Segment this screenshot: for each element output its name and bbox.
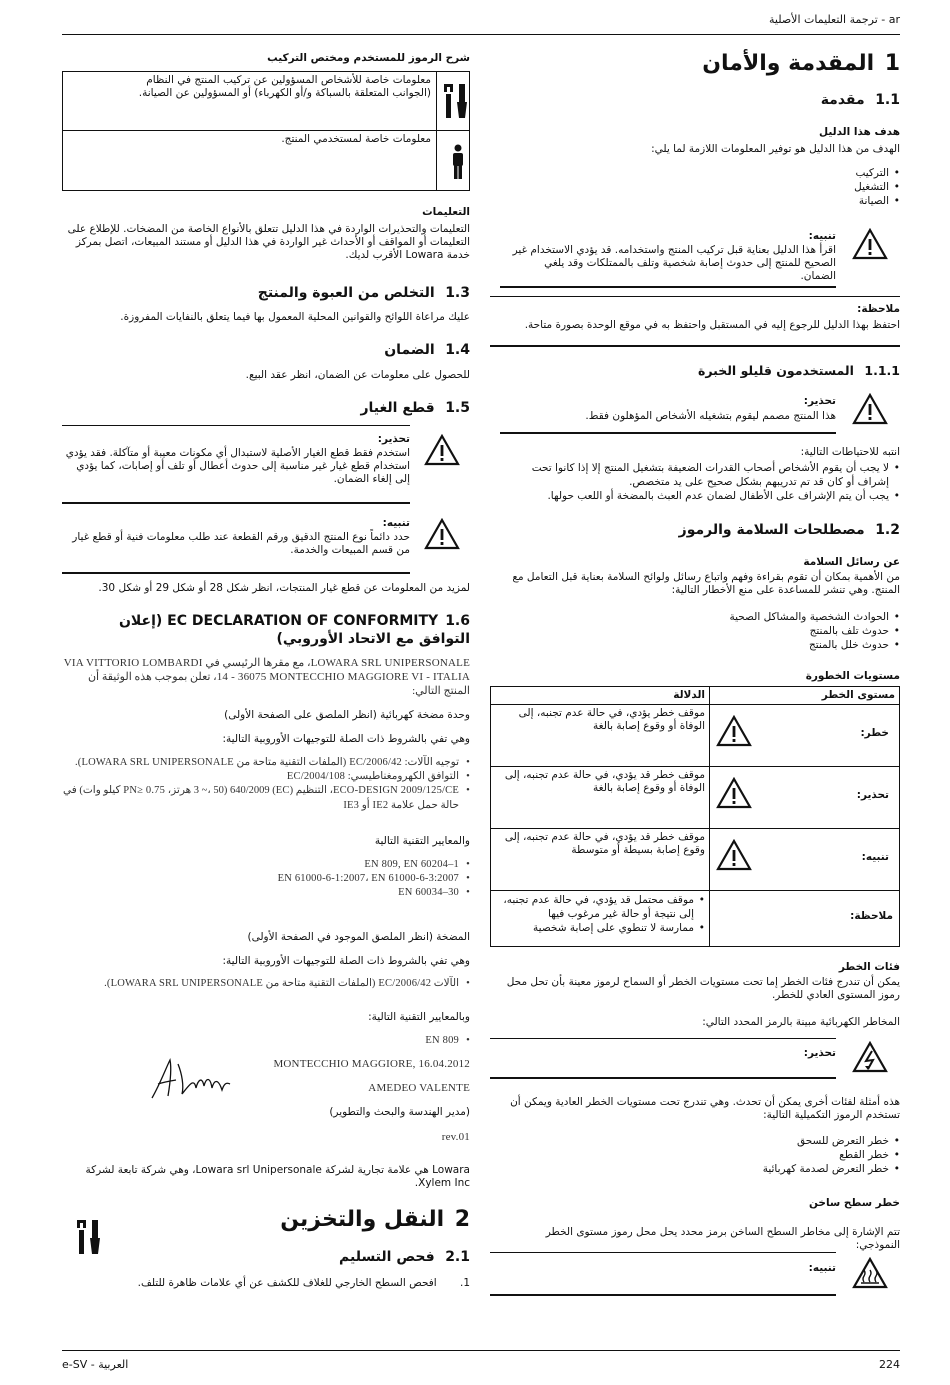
- caution-triangle-icon: [716, 839, 752, 875]
- installer-info-text: معلومات خاصة للأشخاص المسؤولين عن تركيب المنتج في النظام (الجوانب المتعلقة بالسباكة و/أو الكهرباء) أو المسؤولين عن الصيانة.: [138, 74, 431, 100]
- section-1-3-heading: [62, 285, 470, 303]
- section-title: قطع الغيار: [360, 400, 435, 416]
- section-number: 1.6: [445, 613, 470, 629]
- standards-label: والمعايير التقنية التالية: [374, 835, 470, 847]
- hazard-meaning: موقف خطر قد يؤدي، في حالة عدم تجنبه، إلى الوفاة أو وقوع إصابة بالغة: [504, 769, 705, 795]
- step-number: 1.: [459, 1277, 470, 1289]
- list-item: • EN 809, EN 60204–1: [62, 858, 470, 872]
- hazard-meaning-cell: [491, 705, 710, 767]
- hazard-categories-label: فئات الخطر: [838, 961, 900, 973]
- list-item: • الآلات EC/2006/42 (الملفات التقنية متاحة من LOWARA SRL UNIPERSONALE).: [62, 977, 470, 991]
- note-label: ملاحظة:: [857, 303, 900, 315]
- list-item: • خطر التعرض لصدمة كهربائية: [600, 1162, 900, 1176]
- note-meaning-list: [495, 893, 705, 936]
- list-item: • ممارسة لا تنطوي على إصابة شخصية: [495, 921, 705, 935]
- note-rule-top: [490, 296, 900, 297]
- electrical-warning-rule: [490, 1077, 836, 1079]
- caution-rule: [500, 286, 836, 288]
- declaration-directives-2: [62, 977, 470, 991]
- warranty-text: للحصول على معلومات عن الضمان، انظر عقد البيع.: [245, 369, 470, 381]
- section-title: مقدمة: [820, 92, 865, 108]
- caution-triangle-icon: [424, 518, 460, 554]
- section-number: 1.2: [875, 522, 900, 538]
- list-item: • EN 809: [62, 1034, 470, 1048]
- caution-text: حدد دائماً نوع المنتج الدقيق ورقم القطعة عند طلب معلومات فنية أو قطع غيار من قسم المبيعات والخدمة.: [72, 531, 410, 557]
- warning-triangle-icon: [716, 777, 752, 813]
- installer-tools-icon: [443, 82, 469, 124]
- other-categories-text: هذه أمثلة لفئات أخرى يمكن أن تحدث. وهي تندرج تحت مستويات الخطر العادية ويمكن أن تستخدم الرموز التكميلية التالية:: [510, 1096, 900, 1122]
- section-1-6-heading: [62, 613, 470, 648]
- hazard-levels-label: مستويات الخطورة: [805, 670, 900, 682]
- footer-doc: e-SV - العربية: [62, 1358, 129, 1371]
- column-header-meaning: الدلالة: [491, 687, 710, 705]
- section-2-1-heading: [62, 1249, 470, 1267]
- warning-triangle-icon: [852, 393, 888, 429]
- list-item: • خطر القطع: [600, 1148, 900, 1162]
- list-item: • حدوث تلف بالمنتج: [600, 624, 900, 638]
- trademark-note: Lowara هي علامة تجارية لشركة Lowara srl Unipersonale، وهي شركة تابعة لشركة Xylem Inc.: [85, 1164, 470, 1190]
- page-number: 224: [879, 1358, 900, 1371]
- header-title: - ترجمة التعليمات الأصلية: [768, 13, 886, 26]
- section-number: 1.1.1: [864, 363, 900, 378]
- chapter-2-heading: [120, 1206, 470, 1234]
- section-number: 1.3: [445, 285, 470, 301]
- list-item: • يجب أن يتم الإشراف على الأطفال لضمان عدم العبث بالمضخة أو اللعب حولها.: [500, 489, 900, 503]
- list-item: • EN 60034–30: [62, 886, 470, 900]
- electrical-hazard-icon: [852, 1041, 888, 1077]
- signer-role: (مدير الهندسة والبحث والتطوير): [329, 1106, 470, 1118]
- parts-warning-rule: [62, 502, 410, 504]
- hot-surface-label: خطر سطح ساخن: [808, 1197, 900, 1209]
- page-header: [500, 13, 900, 27]
- symbols-legend-label: شرح الرموز للمستخدم ومختص التركيب: [267, 52, 470, 64]
- note-text: احتفظ بهذا الدليل للرجوع إليه في المستقبل واحتفظ به في موقع الوحدة بصورة متاحة.: [524, 319, 900, 331]
- declaration-unit: وحدة مضخة كهربائية (انظر الملصق على الصفحة الأولى): [224, 709, 470, 721]
- section-number: 1.5: [445, 400, 470, 416]
- section-title: EC DECLARATION OF CONFORMITY (إعلان: [118, 613, 439, 629]
- hazard-level-cell: [710, 891, 900, 947]
- list-item: • الحوادث الشخصية والمشاكل الصحية: [600, 610, 900, 624]
- section-title-line-2: التوافق مع الاتحاد الأوروبي): [276, 630, 470, 647]
- hazard-level-label: تحذير:: [856, 788, 889, 801]
- warning-text: هذا المنتج مصمم ليقوم بتشغيله الأشخاص المؤهلون فقط.: [585, 410, 836, 422]
- section-title: فحص التسليم: [339, 1249, 435, 1265]
- symbols-legend-table: [62, 71, 470, 191]
- purpose-text: الهدف من هذا الدليل هو توفير المعلومات اللازمة لما يلي:: [651, 143, 900, 155]
- warning-triangle-icon: [424, 434, 460, 470]
- standards-label-2: وبالمعايير التقنية التالية:: [368, 1011, 470, 1023]
- warning-label: تحذير:: [377, 433, 410, 445]
- caution-triangle-icon: [852, 228, 888, 264]
- hazard-level-label: خطر:: [860, 726, 889, 739]
- standards-list-2: [62, 1034, 470, 1048]
- table-row: [491, 829, 900, 891]
- list-item: • التركيب: [600, 166, 900, 180]
- caution-label: تنبيه:: [808, 230, 836, 242]
- hazard-level-cell: [710, 829, 900, 891]
- table-header-row: [491, 687, 900, 705]
- section-number: 1.1: [875, 92, 900, 108]
- header-rule: [62, 34, 900, 35]
- chapter-title: المقدمة والأمان: [702, 51, 875, 76]
- electrical-hazard-text: المخاطر الكهربائية مبينة بالرمز المحدد التالي:: [702, 1016, 900, 1028]
- other-categories-list: [600, 1134, 900, 1177]
- chapter-number: 2: [454, 1207, 470, 1232]
- section-title: مصطلحات السلامة والرموز: [678, 522, 865, 538]
- signature-image: [148, 1054, 233, 1108]
- disposal-text: عليك مراعاة اللوائح والقوانين المحلية المعمول بها فيما يتعلق بالنفايات المفروزة.: [120, 311, 470, 323]
- inspection-step: [62, 1277, 470, 1290]
- step-text: افحص السطح الخارجي للغلاف للكشف عن أي علامات ظاهرة للتلف.: [137, 1277, 437, 1289]
- section-1-1-1-heading: [500, 363, 900, 379]
- section-title: التخلص من العبوة والمنتج: [257, 285, 435, 301]
- list-item: • EN 61000-6-1:2007، EN 61000-6-3:2007: [62, 872, 470, 886]
- hazard-level-cell: [710, 705, 900, 767]
- spare-parts-reference: لمزيد من المعلومات عن قطع غيار المنتجات، انظر شكل 28 أو شكل 29 أو شكل 30.: [98, 582, 470, 594]
- column-header-level: مستوى الخطر: [710, 687, 900, 705]
- table-row: [491, 891, 900, 947]
- electrical-warning-rule-top: [490, 1038, 836, 1039]
- user-person-icon: [450, 144, 466, 184]
- caution-text: اقرأ هذا الدليل بعناية قبل تركيب المنتج واستخدامه. قد يؤدي الاستخدام غير الصحيح للمنتج إلى حدوث إصابة شخصية وتلف بالممتلكات وقد يلغي الضمان.: [512, 244, 836, 283]
- parts-caution-rule: [62, 572, 410, 574]
- hot-caution-rule-top: [490, 1252, 836, 1253]
- hazard-levels-table: [490, 686, 900, 947]
- table-row: [491, 705, 900, 767]
- hot-surface-text: تتم الإشارة إلى مخاطر السطح الساخن برمز محدد يحل محل رموز مستوى الخطر النموذجي:: [545, 1226, 900, 1252]
- list-item: • لا يجب أن يقوم الأشخاص أصحاب القدرات الضعيفة بتشغيل المنتج إلا إذا كانوا تحت إشراف أو كان قد تم تدريبهم بشكل صحيح على يد متخصص.: [500, 461, 900, 489]
- place-date: MONTECCHIO MAGGIORE, 16.04.2012: [273, 1058, 470, 1070]
- declaration-complies: وهي تفي بالشروط ذات الصلة للتوجيهات الأوروبية التالية:: [222, 733, 470, 745]
- instructions-label: التعليمات: [422, 206, 470, 218]
- standards-list: [62, 858, 470, 901]
- section-1-1-heading: [500, 92, 900, 110]
- hazard-meaning-cell: [491, 891, 710, 947]
- declaration-directives: [62, 756, 470, 813]
- safety-messages-text: من الأهمية بمكان أن تقوم بقراءة وفهم واتباع رسائل ولوائح السلامة بعناية قبل التعامل مع المنتج. وهي تنشر للمساعدة على منع الأخطار التالية:: [512, 571, 900, 597]
- signer-name: AMEDEO VALENTE: [368, 1082, 470, 1094]
- section-1-4-heading: [62, 342, 470, 360]
- hazard-meaning-cell: [491, 829, 710, 891]
- declaration-company: LOWARA SRL UNIPERSONALE، مع مقرها الرئيسي في VIA VITTORIO LOMBARDI 14 - 36075 MONTECCHIO MAGGIORE VI - ITALIA، تعلن بموجب هذه الوثيقة أن المنتج التالي:: [63, 657, 470, 697]
- hazard-level-label: ملاحظة:: [850, 909, 893, 922]
- user-info-text: معلومات خاصة لمستخدمي المنتج.: [281, 133, 431, 145]
- language-code: ar: [888, 13, 900, 26]
- hot-caution-label: تنبيه:: [808, 1262, 836, 1274]
- hazard-level-cell: [710, 767, 900, 829]
- declaration-complies-2: وهي تفي بالشروط ذات الصلة للتوجيهات الأوروبية التالية:: [222, 955, 470, 967]
- list-item: • توجيه الآلات: EC/2006/42 (الملفات التقنية متاحة من LOWARA SRL UNIPERSONALE).: [62, 756, 470, 770]
- hazard-meaning-cell: [491, 767, 710, 829]
- hot-caution-rule: [490, 1294, 836, 1296]
- list-item: • ECO-DESIGN 2009/125/CE، التنظيم (EC) 640/2009 (3 ~، 50 هرتز، PN≥ 0.75 كيلو وات) في حالة حمل علامة IE2 أو IE3: [62, 784, 470, 812]
- precautions-text: انتبه للاحتياطات التالية:: [800, 446, 900, 458]
- warning-rule: [500, 432, 836, 434]
- electrical-warning-label: تحذير:: [803, 1047, 836, 1059]
- chapter-number: 1: [884, 51, 900, 76]
- hazard-meaning: موقف خطر يؤدي، في حالة عدم تجنبه، إلى الوفاة أو وقوع إصابة بالغة: [518, 707, 705, 733]
- list-item: • حدوث خلل بالمنتج: [600, 638, 900, 652]
- list-item: • التوافق الكهرومغناطيسي: EC/2004/108: [62, 770, 470, 784]
- hazard-meaning: موقف خطر قد يؤدي، في حالة عدم تجنبه، إلى وقوع إصابة بسيطة أو متوسطة: [504, 831, 705, 857]
- section-number: 1.4: [445, 342, 470, 358]
- purpose-list: [600, 166, 900, 209]
- section-1-5-heading: [62, 400, 470, 418]
- precautions-list: [500, 461, 900, 504]
- chapter-title: النقل والتخزين: [280, 1207, 445, 1232]
- warning-text: استخدم فقط قطع الغيار الأصلية لاستبدال أي مكونات معيبة أو متآكلة. فقد يؤدي استخدام قطع غيار غير مناسبة إلى حدوث أعطال أو تلف أو إصابات، كما يؤدي إلى إلغاء الضمان.: [65, 447, 410, 486]
- safety-messages-label: عن رسائل السلامة: [803, 556, 900, 568]
- caution-label: تنبيه:: [382, 517, 410, 529]
- declaration-pump: المضخة (انظر الملصق الموجود في الصفحة الأولى): [247, 931, 470, 943]
- footer-rule: [62, 1350, 900, 1351]
- hazard-level-label: تنبيه:: [861, 850, 889, 863]
- purpose-label: هدف هذا الدليل: [818, 126, 900, 138]
- section-number: 2.1: [445, 1249, 470, 1265]
- hot-surface-icon: [852, 1257, 888, 1293]
- revision: rev.01: [441, 1131, 470, 1143]
- chapter-1-heading: [500, 50, 900, 78]
- parts-warning-rule-top: [62, 425, 410, 426]
- warning-label: تحذير:: [803, 395, 836, 407]
- note-rule-bottom: [490, 345, 900, 347]
- section-title: المستخدمون قليلو الخبرة: [697, 363, 854, 378]
- list-item: • الصيانة: [600, 194, 900, 208]
- list-item: • خطر التعرض للسحق: [600, 1134, 900, 1148]
- instructions-text: التعليمات والتحذيرات الواردة في هذا الدليل تتعلق بالأنواع الخاصة من المضخات. للإطلاع على التعليمات أو المواقف أو الأحداث غير الواردة في هذا الدليل أو مستند المبيعات، اتصل بمركز خدمة Lowara الأقرب لديك.: [67, 223, 470, 262]
- section-title: الضمان: [384, 342, 435, 358]
- danger-triangle-icon: [716, 715, 752, 751]
- list-item: • التشغيل: [600, 180, 900, 194]
- table-row: [491, 767, 900, 829]
- safety-messages-list: [600, 610, 900, 653]
- list-item: • موقف محتمل قد يؤدي، في حالة عدم تجنبه، إلى نتيجة أو حالة غير مرغوب فيها: [495, 893, 705, 921]
- hazard-categories-text: يمكن أن تندرج فئات الخطر إما تحت مستويات الخطر أو السماح لرموز معينة بأن تحل محل رموز المستوى العادي للخطر.: [506, 976, 900, 1002]
- section-1-2-heading: [500, 522, 900, 540]
